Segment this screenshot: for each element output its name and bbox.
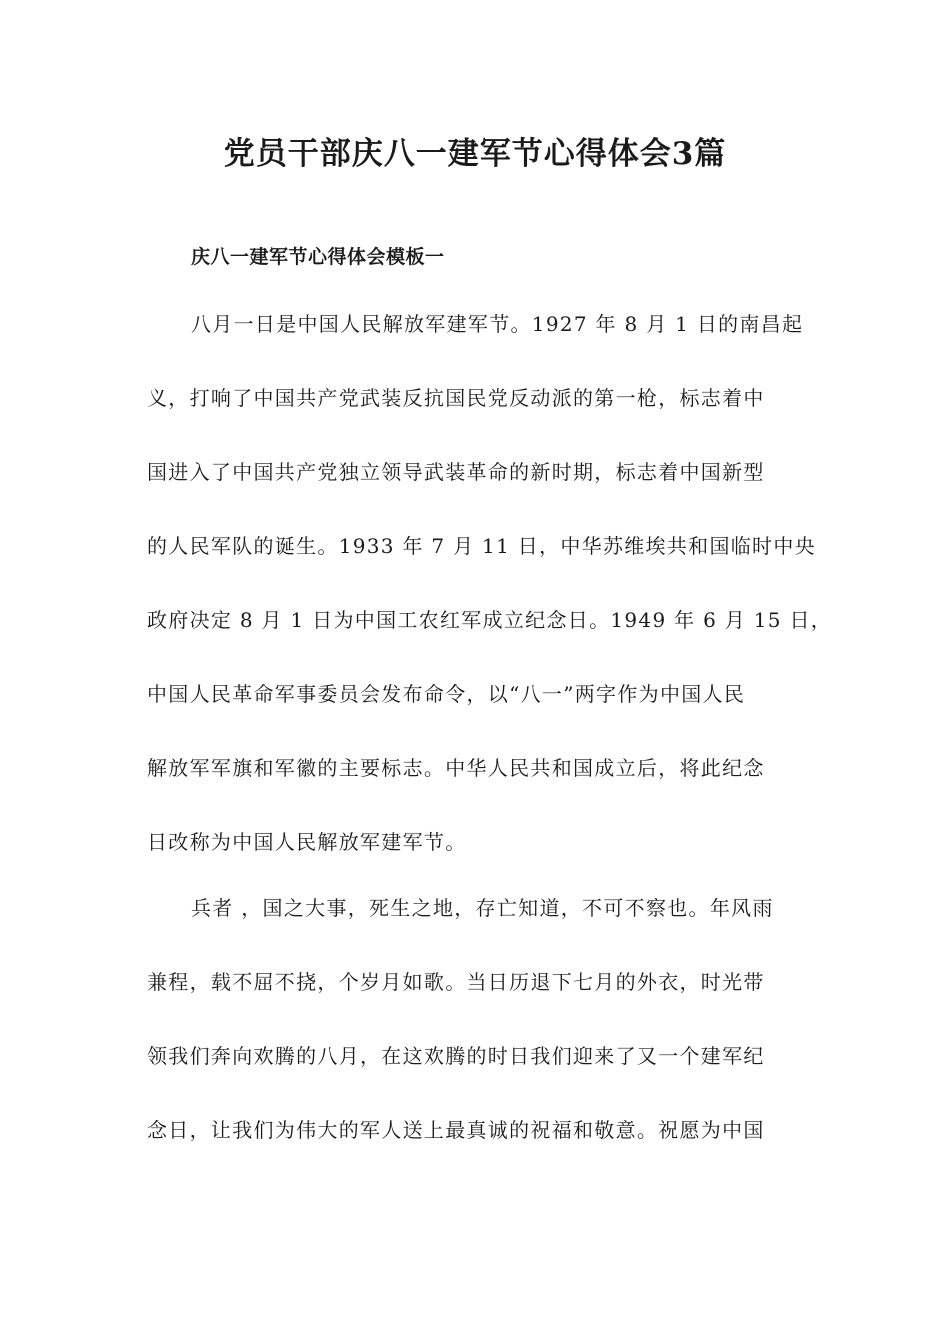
paragraph-line: 的人民军队的诞生。1933 年 7 月 11 日，中华苏维埃共和国临时中央 (147, 534, 816, 558)
document-title: 党员干部庆八一建军节心得体会3篇 (223, 136, 727, 172)
paragraph-line: 政府决定 8 月 1 日为中国工农红军成立纪念日。1949 年 6 月 15 日， (147, 608, 833, 632)
paragraph-line: 念日，让我们为伟大的军人送上最真诚的祝福和敬意。祝愿为中国 (147, 1118, 765, 1142)
paragraph-line: 义，打响了中国共产党武装反抗国民党反动派的第一枪，标志着中 (147, 386, 765, 410)
paragraph-line: 八月一日是中国人民解放军建军节。1927 年 8 月 1 日的南昌起 (191, 312, 804, 336)
section-heading: 庆八一建军节心得体会模板一 (191, 246, 445, 268)
paragraph-line: 国进入了中国共产党独立领导武装革命的新时期，标志着中国新型 (147, 460, 765, 484)
paragraph-line: 中国人民革命军事委员会发布命令，以“八一”两字作为中国人民 (147, 682, 746, 706)
paragraph-line: 日改称为中国人民解放军建军节。 (147, 830, 467, 854)
paragraph-line: 兵者 ，国之大事，死生之地，存亡知道，不可不察也。年风雨 (191, 896, 774, 920)
paragraph-line: 兼程，载不屈不挠，个岁月如歌。当日历退下七月的外衣，时光带 (147, 970, 765, 994)
paragraph-line: 解放军军旗和军徽的主要标志。中华人民共和国成立后，将此纪念 (147, 756, 765, 780)
paragraph-line: 领我们奔向欢腾的八月，在这欢腾的时日我们迎来了又一个建军纪 (147, 1044, 765, 1068)
